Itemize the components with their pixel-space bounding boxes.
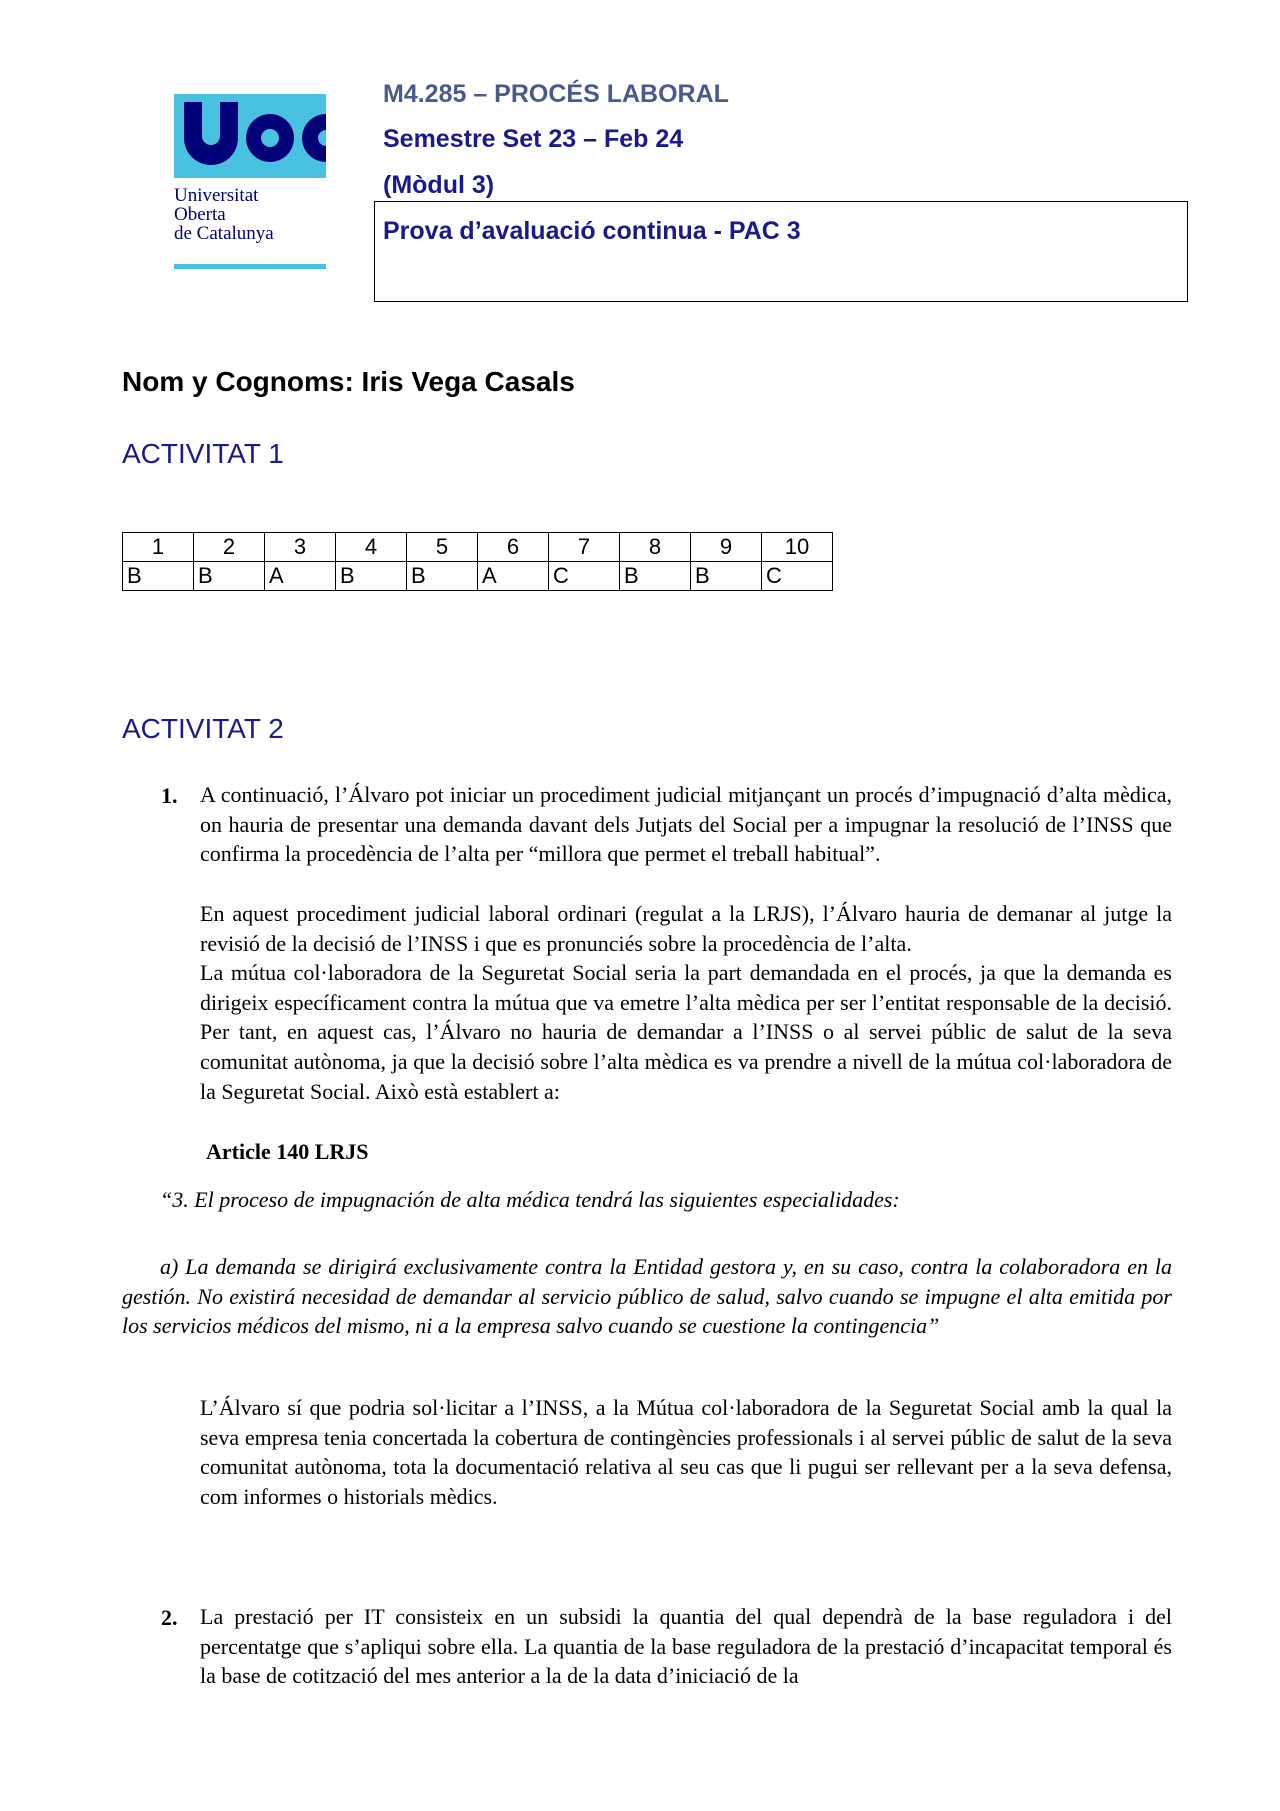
module: (Mòdul 3) xyxy=(383,171,495,199)
answer-cell: B xyxy=(620,562,691,591)
answers-row xyxy=(123,562,833,591)
answers-table xyxy=(122,532,833,591)
assessment-title: Prova d’avaluació continua - PAC 3 xyxy=(383,217,801,245)
q1-paragraph-1: A continuació, l’Álvaro pot iniciar un procediment judicial mitjançant un procés d’impugnació d’alta mèdica, on hauria de presentar una demanda davant dels Jutjats del Social per a impugnar la resolució de l’INSS que confirma la procedència de l’alta per “millora que permet el treball habitual”. xyxy=(200,782,1172,867)
question-number: 3 xyxy=(265,533,336,562)
logo-line-3: de Catalunya xyxy=(174,223,274,244)
answer-cell: A xyxy=(478,562,549,591)
answer-cell: B xyxy=(336,562,407,591)
q1-paragraph-3: La mútua col·laboradora de la Seguretat Social seria la part demandada en el procés, ja que la demanda es dirigeix específicament contra la mútua que va emetre l’alta mèdica per ser l’entitat responsable de la decisió. Per tant, en aquest cas, l’Álvaro no hauria de demandar a l’INSS o al servei públic de salut de la seva comunitat autònoma, ja que la decisió sobre l’alta mèdica es va prendre a nivell de la mútua col·laboradora de la Seguretat Social. Això està establert a: xyxy=(200,960,1172,1104)
logo-line-1: Universitat xyxy=(174,185,259,206)
uoc-letters-icon xyxy=(174,94,326,178)
uoc-logo xyxy=(174,94,326,270)
question-number: 8 xyxy=(620,533,691,562)
student-name: Nom y Cognoms: Iris Vega Casals xyxy=(122,366,575,397)
question-number: 6 xyxy=(478,533,549,562)
uoc-logo-mark xyxy=(174,94,326,178)
question-2-number: 2. xyxy=(161,1605,178,1630)
activity-2-title: ACTIVITAT 2 xyxy=(122,713,284,744)
quote-intro: “3. El proceso de impugnación de alta médica tendrá las siguientes especialidades: xyxy=(160,1187,900,1212)
logo-line-2: Oberta xyxy=(174,204,226,225)
question-number: 9 xyxy=(691,533,762,562)
answer-cell: C xyxy=(549,562,620,591)
question-number: 4 xyxy=(336,533,407,562)
question-number: 2 xyxy=(194,533,265,562)
answers-header-row xyxy=(123,533,833,562)
q1-paragraph-2: En aquest procediment judicial laboral ordinari (regulat a la LRJS), l’Álvaro hauria de demanar al jutge la revisió de la decisió de l’INSS i que es pronunciés sobre la procedència de l’alta. xyxy=(200,901,1172,956)
answer-cell: B xyxy=(407,562,478,591)
answer-cell: A xyxy=(265,562,336,591)
question-number: 7 xyxy=(549,533,620,562)
question-number: 5 xyxy=(407,533,478,562)
course-title: M4.285 – PROCÉS LABORAL xyxy=(383,80,729,108)
q1-paragraph-4: L’Álvaro sí que podria sol·licitar a l’INSS, a la Mútua col·laboradora de la Seguretat Social amb la qual la seva empresa tenia concertada la cobertura de contingències professionals i al servei públic de salut de la seva comunitat autònoma, tota la documentació relativa al seu cas que li pugui ser rellevant per a la seva defensa, com informes o historials mèdics. xyxy=(200,1395,1172,1510)
question-1-number: 1. xyxy=(161,783,178,808)
assessment-box xyxy=(374,201,1188,302)
question-number: 1 xyxy=(123,533,194,562)
semester: Semestre Set 23 – Feb 24 xyxy=(383,125,684,153)
answer-cell: B xyxy=(123,562,194,591)
quote-text: a) La demanda se dirigirá exclusivamente contra la Entidad gestora y, en su caso, contra la colaboradora en la gestión. No existirá necesidad de demandar al servicio público de salud, salvo cuando se impugne el alta emitida por los servicios médicos del mismo, ni a la empresa salvo cuando se cuestione la contingencia” xyxy=(122,1254,1172,1339)
q2-paragraph-1: La prestació per IT consisteix en un subsidi la quantia del qual dependrà de la base reguladora i del percentatge que s’apliqui sobre ella. La quantia de la base reguladora de la prestació d’incapacitat temporal és la base de cotització del mes anterior a la de la data d’iniciació de la xyxy=(200,1604,1172,1689)
answer-cell: B xyxy=(194,562,265,591)
answer-cell: C xyxy=(762,562,833,591)
question-number: 10 xyxy=(762,533,833,562)
uoc-logo-text xyxy=(174,186,326,243)
article-title: Article 140 LRJS xyxy=(206,1139,369,1164)
activity-1-title: ACTIVITAT 1 xyxy=(122,438,284,469)
logo-underline xyxy=(174,264,326,269)
answer-cell: B xyxy=(691,562,762,591)
